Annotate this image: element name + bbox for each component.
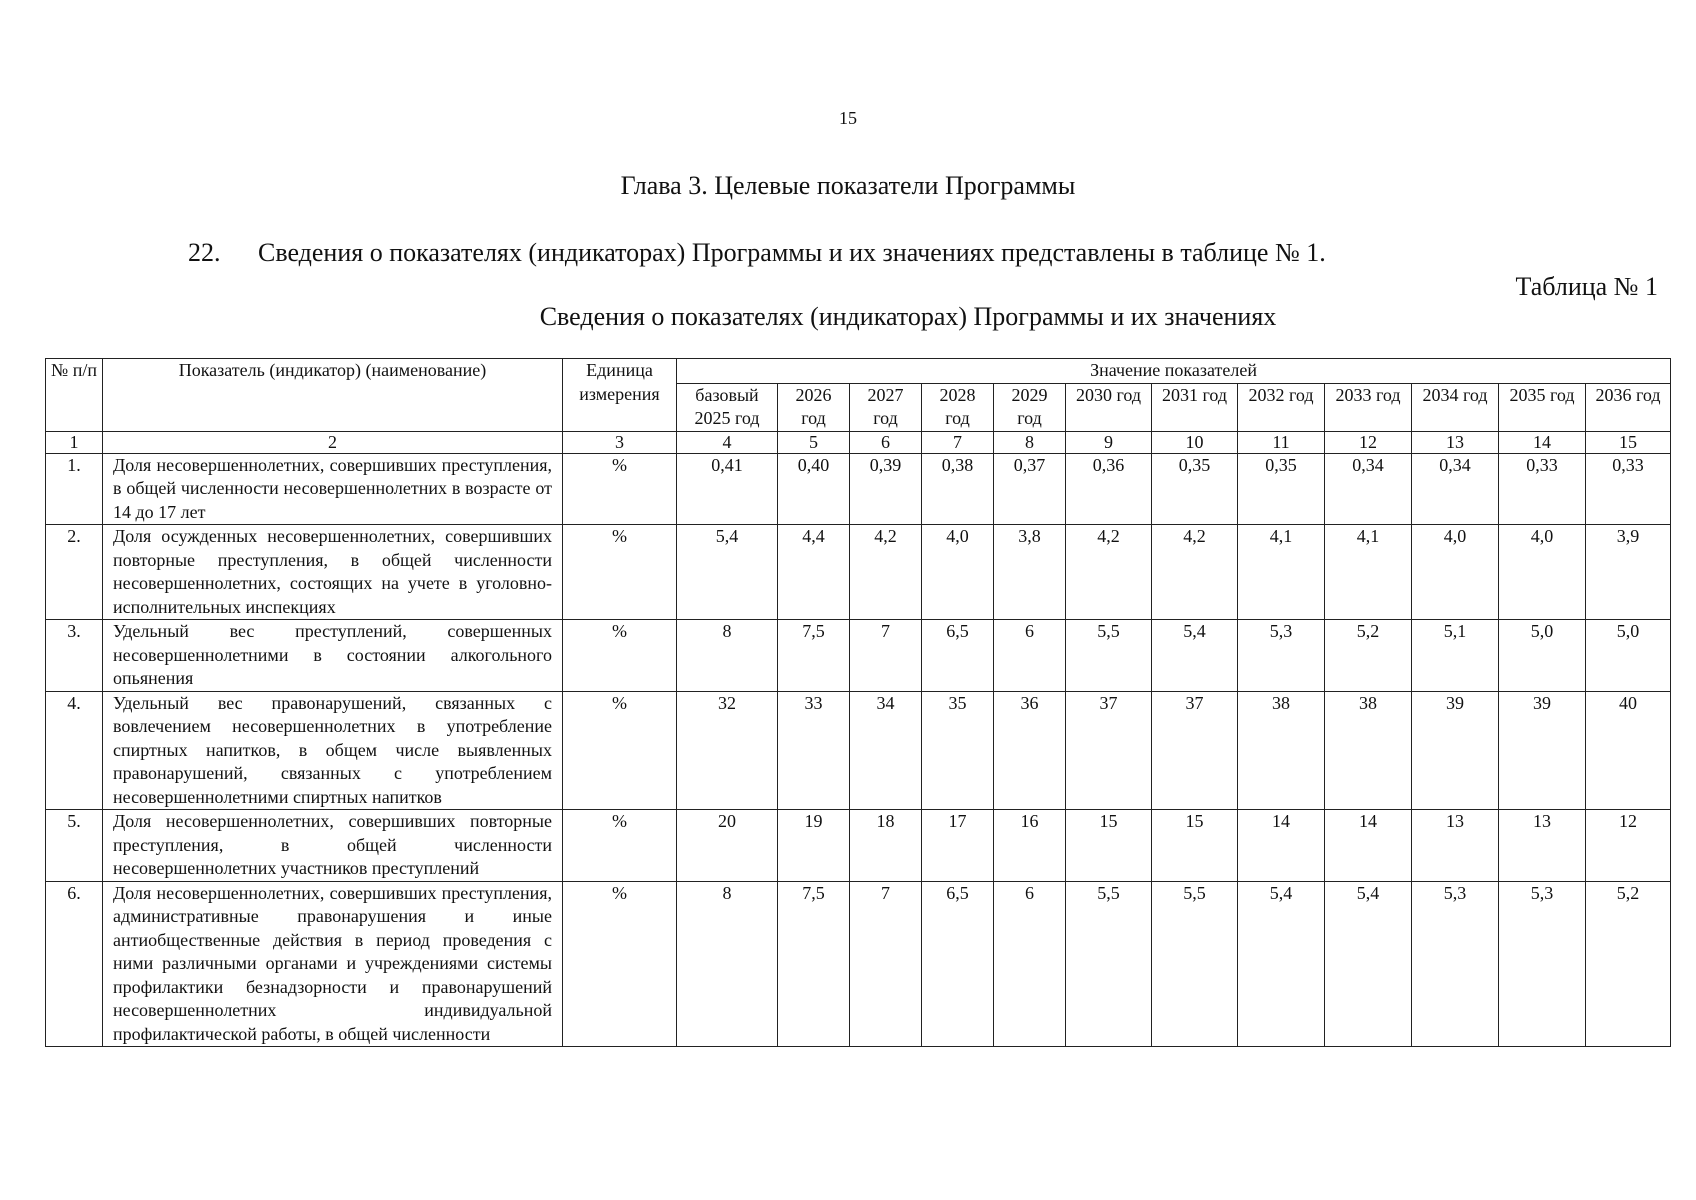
value-cell: 5,5 — [1066, 881, 1152, 1047]
value-cell: 5,2 — [1586, 881, 1671, 1047]
value-cell: 14 — [1238, 810, 1325, 882]
value-cell: 0,39 — [850, 453, 922, 525]
header-unit: Единица измерения — [563, 359, 677, 432]
column-number: 7 — [922, 431, 994, 453]
value-cell: 0,37 — [994, 453, 1066, 525]
value-cell: 14 — [1325, 810, 1412, 882]
value-cell: 0,35 — [1238, 453, 1325, 525]
value-cell: 18 — [850, 810, 922, 882]
column-number: 9 — [1066, 431, 1152, 453]
value-cell: 37 — [1066, 691, 1152, 810]
value-cell: 5,4 — [1152, 620, 1238, 692]
value-cell: 6,5 — [922, 881, 994, 1047]
value-cell: 5,3 — [1499, 881, 1586, 1047]
header-year: 2035 год — [1499, 383, 1586, 431]
value-cell: 34 — [850, 691, 922, 810]
value-cell: 4,2 — [1066, 525, 1152, 620]
value-cell: 5,2 — [1325, 620, 1412, 692]
value-cell: 5,3 — [1238, 620, 1325, 692]
table-label: Таблица № 1 — [1515, 272, 1658, 301]
indicator-name: Доля осужденных несовершеннолетних, совершивших повторные преступления, в общей численности несовершеннолетних, состоящих на учете в уголовно-исполнительных инспекциях — [103, 525, 563, 620]
indicator-name: Удельный вес преступлений, совершенных несовершеннолетними в состоянии алкогольного опьянения — [103, 620, 563, 692]
column-number: 6 — [850, 431, 922, 453]
value-cell: 6,5 — [922, 620, 994, 692]
value-cell: 5,4 — [1325, 881, 1412, 1047]
value-cell: 15 — [1152, 810, 1238, 882]
value-cell: 7,5 — [778, 620, 850, 692]
value-cell: 39 — [1499, 691, 1586, 810]
value-cell: 4,0 — [1412, 525, 1499, 620]
column-number: 14 — [1499, 431, 1586, 453]
value-cell: 0,40 — [778, 453, 850, 525]
table-row — [46, 453, 1671, 525]
value-cell: 35 — [922, 691, 994, 810]
value-cell: 4,0 — [1499, 525, 1586, 620]
paragraph-text: Сведения о показателях (индикаторах) Программы и их значениях представлены в таблице № 1. — [258, 238, 1326, 267]
header-year: 2029 год — [994, 383, 1066, 431]
value-cell: 5,3 — [1412, 881, 1499, 1047]
row-number: 3. — [46, 620, 103, 692]
header-year: 2028 год — [922, 383, 994, 431]
value-cell: 40 — [1586, 691, 1671, 810]
value-cell: 39 — [1412, 691, 1499, 810]
unit-cell: % — [563, 881, 677, 1047]
value-cell: 37 — [1152, 691, 1238, 810]
value-cell: 4,0 — [922, 525, 994, 620]
unit-cell: % — [563, 525, 677, 620]
row-number: 5. — [46, 810, 103, 882]
header-indicator: Показатель (индикатор) (наименование) — [103, 359, 563, 432]
value-cell: 38 — [1325, 691, 1412, 810]
value-cell: 6 — [994, 620, 1066, 692]
column-number: 1 — [46, 431, 103, 453]
column-number: 11 — [1238, 431, 1325, 453]
row-number: 1. — [46, 453, 103, 525]
value-cell: 38 — [1238, 691, 1325, 810]
value-cell: 0,36 — [1066, 453, 1152, 525]
table-row — [46, 881, 1671, 1047]
row-number: 6. — [46, 881, 103, 1047]
header-year: 2036 год — [1586, 383, 1671, 431]
value-cell: 7,5 — [778, 881, 850, 1047]
value-cell: 5,0 — [1499, 620, 1586, 692]
value-cell: 13 — [1412, 810, 1499, 882]
indicator-name: Доля несовершеннолетних, совершивших преступления, административные правонарушения и иные антиобщественные действия в период проведения с ними различными органами и учреждениями системы профилактики безнадзорности и правонарушений несовершеннолетних индивидуальной профилактической работы, в общей численности — [103, 881, 563, 1047]
header-year: 2034 год — [1412, 383, 1499, 431]
column-numbers-row — [46, 431, 1671, 453]
table-row — [46, 810, 1671, 882]
paragraph-number: 22. — [188, 238, 221, 267]
value-cell: 33 — [778, 691, 850, 810]
indicator-name: Доля несовершеннолетних, совершивших повторные преступления, в общей численности несовершеннолетних участников преступлений — [103, 810, 563, 882]
header-year: 2033 год — [1325, 383, 1412, 431]
value-cell: 5,1 — [1412, 620, 1499, 692]
value-cell: 0,35 — [1152, 453, 1238, 525]
table-caption: Сведения о показателях (индикаторах) Программы и их значениях — [539, 302, 1277, 331]
value-cell: 4,1 — [1325, 525, 1412, 620]
value-cell: 5,5 — [1152, 881, 1238, 1047]
indicator-name: Доля несовершеннолетних, совершивших преступления, в общей численности несовершеннолетних в возрасте от 14 до 17 лет — [103, 453, 563, 525]
table-row — [46, 525, 1671, 620]
column-number: 8 — [994, 431, 1066, 453]
row-number: 2. — [46, 525, 103, 620]
value-cell: 0,33 — [1586, 453, 1671, 525]
header-year: 2026 год — [778, 383, 850, 431]
value-cell: 0,41 — [677, 453, 778, 525]
paragraph — [188, 238, 1326, 268]
unit-cell: % — [563, 810, 677, 882]
value-cell: 0,34 — [1325, 453, 1412, 525]
value-cell: 17 — [922, 810, 994, 882]
value-cell: 8 — [677, 881, 778, 1047]
value-cell: 6 — [994, 881, 1066, 1047]
column-number: 13 — [1412, 431, 1499, 453]
header-year: базовый 2025 год — [677, 383, 778, 431]
column-number: 4 — [677, 431, 778, 453]
value-cell: 5,4 — [677, 525, 778, 620]
column-number: 15 — [1586, 431, 1671, 453]
value-cell: 12 — [1586, 810, 1671, 882]
column-number: 3 — [563, 431, 677, 453]
value-cell: 3,9 — [1586, 525, 1671, 620]
header-values-group: Значение показателей — [677, 359, 1671, 384]
header-year: 2030 год — [1066, 383, 1152, 431]
value-cell: 4,2 — [1152, 525, 1238, 620]
value-cell: 4,1 — [1238, 525, 1325, 620]
value-cell: 3,8 — [994, 525, 1066, 620]
table-row — [46, 691, 1671, 810]
column-number: 12 — [1325, 431, 1412, 453]
value-cell: 8 — [677, 620, 778, 692]
column-number: 10 — [1152, 431, 1238, 453]
header-year: 2031 год — [1152, 383, 1238, 431]
value-cell: 20 — [677, 810, 778, 882]
value-cell: 5,5 — [1066, 620, 1152, 692]
unit-cell: % — [563, 691, 677, 810]
row-number: 4. — [46, 691, 103, 810]
value-cell: 0,34 — [1412, 453, 1499, 525]
chapter-title: Глава 3. Целевые показатели Программы — [620, 171, 1076, 200]
header-num: № п/п — [46, 359, 103, 432]
value-cell: 0,38 — [922, 453, 994, 525]
value-cell: 4,2 — [850, 525, 922, 620]
unit-cell: % — [563, 620, 677, 692]
value-cell: 5,4 — [1238, 881, 1325, 1047]
value-cell: 13 — [1499, 810, 1586, 882]
column-number: 2 — [103, 431, 563, 453]
header-year: 2027 год — [850, 383, 922, 431]
value-cell: 7 — [850, 881, 922, 1047]
value-cell: 7 — [850, 620, 922, 692]
page-number: 15 — [839, 108, 857, 128]
value-cell: 36 — [994, 691, 1066, 810]
table-row — [46, 620, 1671, 692]
indicators-table — [45, 358, 1671, 1047]
unit-cell: % — [563, 453, 677, 525]
column-number: 5 — [778, 431, 850, 453]
value-cell: 32 — [677, 691, 778, 810]
value-cell: 19 — [778, 810, 850, 882]
value-cell: 5,0 — [1586, 620, 1671, 692]
value-cell: 4,4 — [778, 525, 850, 620]
value-cell: 16 — [994, 810, 1066, 882]
value-cell: 0,33 — [1499, 453, 1586, 525]
value-cell: 15 — [1066, 810, 1152, 882]
header-year: 2032 год — [1238, 383, 1325, 431]
indicator-name: Удельный вес правонарушений, связанных с вовлечением несовершеннолетних в употребление спиртных напитков, в общем числе выявленных правонарушений, связанных с употреблением несовершеннолетними спиртных напитков — [103, 691, 563, 810]
